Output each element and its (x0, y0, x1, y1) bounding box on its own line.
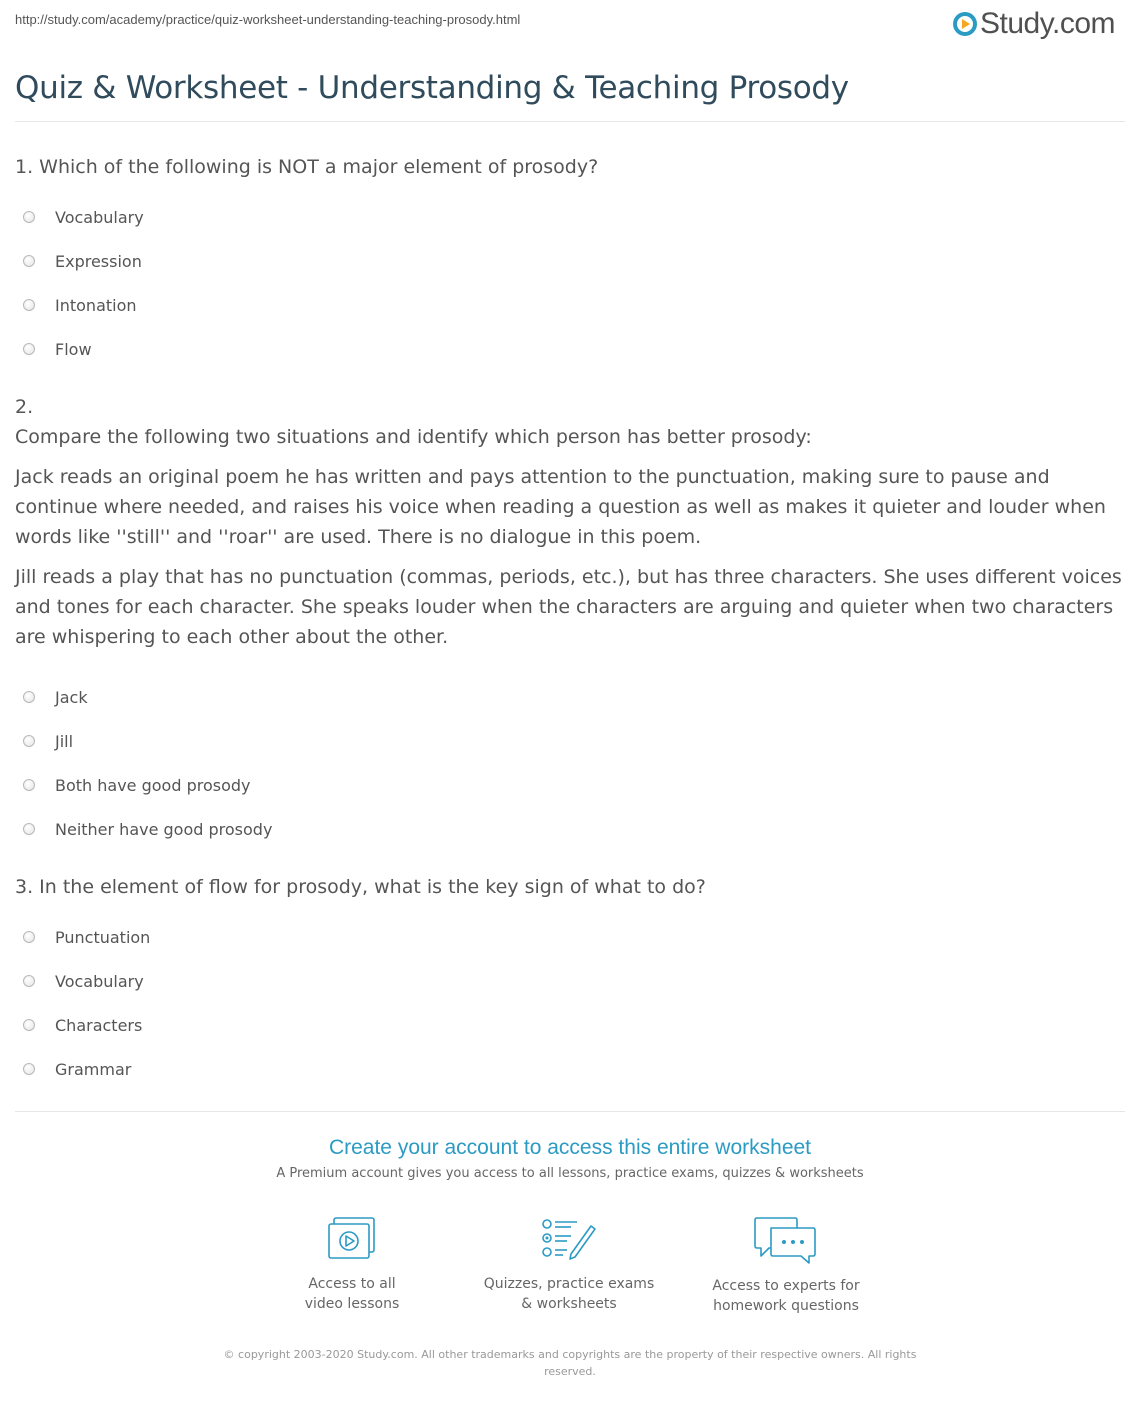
answer-option[interactable] (15, 763, 1125, 807)
radio-button[interactable] (23, 823, 35, 835)
answer-option[interactable] (15, 327, 1125, 371)
copyright-notice: © copyright 2003-2020 Study.com. All other trademarks and copyrights are the property of their respective owners. All rights reserved. (223, 1348, 917, 1378)
feature-label-line1: Access to all (308, 1276, 396, 1292)
answer-option[interactable] (15, 283, 1125, 327)
question-text: Compare the following two situations and identify which person has better prosody: (15, 426, 812, 448)
study-play-logo-icon (953, 12, 977, 36)
answer-option[interactable] (15, 675, 1125, 719)
question-1 (15, 152, 1125, 371)
feature-label-line2: video lessons (304, 1296, 400, 1312)
answer-option[interactable] (15, 959, 1125, 1003)
answer-option[interactable] (15, 915, 1125, 959)
radio-button[interactable] (23, 691, 35, 703)
radio-button[interactable] (23, 299, 35, 311)
option-label: Punctuation (55, 927, 151, 947)
option-label: Grammar (55, 1059, 132, 1079)
quiz-checklist-icon (541, 1216, 597, 1262)
feature-label-line1: Quizzes, practice exams (483, 1276, 655, 1292)
answer-option[interactable] (15, 1047, 1125, 1091)
video-lessons-icon (326, 1216, 378, 1262)
radio-button[interactable] (23, 1063, 35, 1075)
question-number: 2. (15, 396, 34, 418)
chat-experts-icon (753, 1216, 819, 1264)
answer-option[interactable] (15, 719, 1125, 763)
feature-label-line2: & worksheets (521, 1296, 617, 1312)
section-divider (15, 1111, 1125, 1112)
radio-button[interactable] (23, 735, 35, 747)
answer-options (15, 195, 1125, 371)
answer-option[interactable] (15, 1003, 1125, 1047)
feature-label-line2: homework questions (713, 1298, 859, 1314)
page-url: http://study.com/academy/practice/quiz-worksheet-understanding-teaching-prosody.html (15, 12, 521, 27)
radio-button[interactable] (23, 255, 35, 267)
feature-label-line1: Access to experts for (712, 1278, 860, 1294)
answer-option[interactable] (15, 239, 1125, 283)
answer-options (15, 915, 1125, 1091)
page-title: Quiz & Worksheet - Understanding & Teaching Prosody (15, 70, 849, 106)
option-label: Characters (55, 1015, 143, 1035)
answer-options (15, 675, 1125, 851)
premium-description: A Premium account gives you access to all lessons, practice exams, quizzes & worksheets (276, 1166, 864, 1181)
option-label: Both have good prosody (55, 775, 251, 795)
radio-button[interactable] (23, 1019, 35, 1031)
option-label: Intonation (55, 295, 137, 315)
question-3 (15, 872, 1125, 1091)
radio-button[interactable] (23, 931, 35, 943)
radio-button[interactable] (23, 975, 35, 987)
create-account-link[interactable]: Create your account to access this entire worksheet (328, 1136, 812, 1159)
radio-button[interactable] (23, 211, 35, 223)
option-label: Vocabulary (55, 971, 144, 991)
question-text: 3. In the element of flow for prosody, what is the key sign of what to do? (15, 876, 706, 898)
question-paragraph: Jack reads an original poem he has written and pays attention to the punctuation, making sure to pause and continue where needed, and raises his voice when reading a question as well as makes it quieter and louder when words like ''still'' and ''roar'' are used. There is no dialogue in this poem. (15, 466, 1106, 548)
option-label: Vocabulary (55, 207, 144, 227)
feature-experts (676, 1216, 896, 1316)
feature-video-lessons (242, 1216, 462, 1314)
title-divider (15, 121, 1125, 122)
question-2 (15, 392, 1125, 851)
radio-button[interactable] (23, 343, 35, 355)
question-text: 1. Which of the following is NOT a major element of prosody? (15, 156, 599, 178)
study-logo[interactable] (953, 8, 1115, 40)
option-label: Neither have good prosody (55, 819, 273, 839)
logo-text: Study.com (980, 7, 1115, 40)
answer-option[interactable] (15, 807, 1125, 851)
question-paragraph: Jill reads a play that has no punctuation (commas, periods, etc.), but has three characters. She uses different voices and tones for each character. She speaks louder when the characters are arguing and quieter when two characters are whispering to each other about the other. (15, 566, 1122, 648)
answer-option[interactable] (15, 195, 1125, 239)
option-label: Jill (55, 731, 74, 751)
feature-quizzes (459, 1216, 679, 1314)
radio-button[interactable] (23, 779, 35, 791)
option-label: Jack (55, 687, 88, 707)
option-label: Expression (55, 251, 142, 271)
option-label: Flow (55, 339, 92, 359)
